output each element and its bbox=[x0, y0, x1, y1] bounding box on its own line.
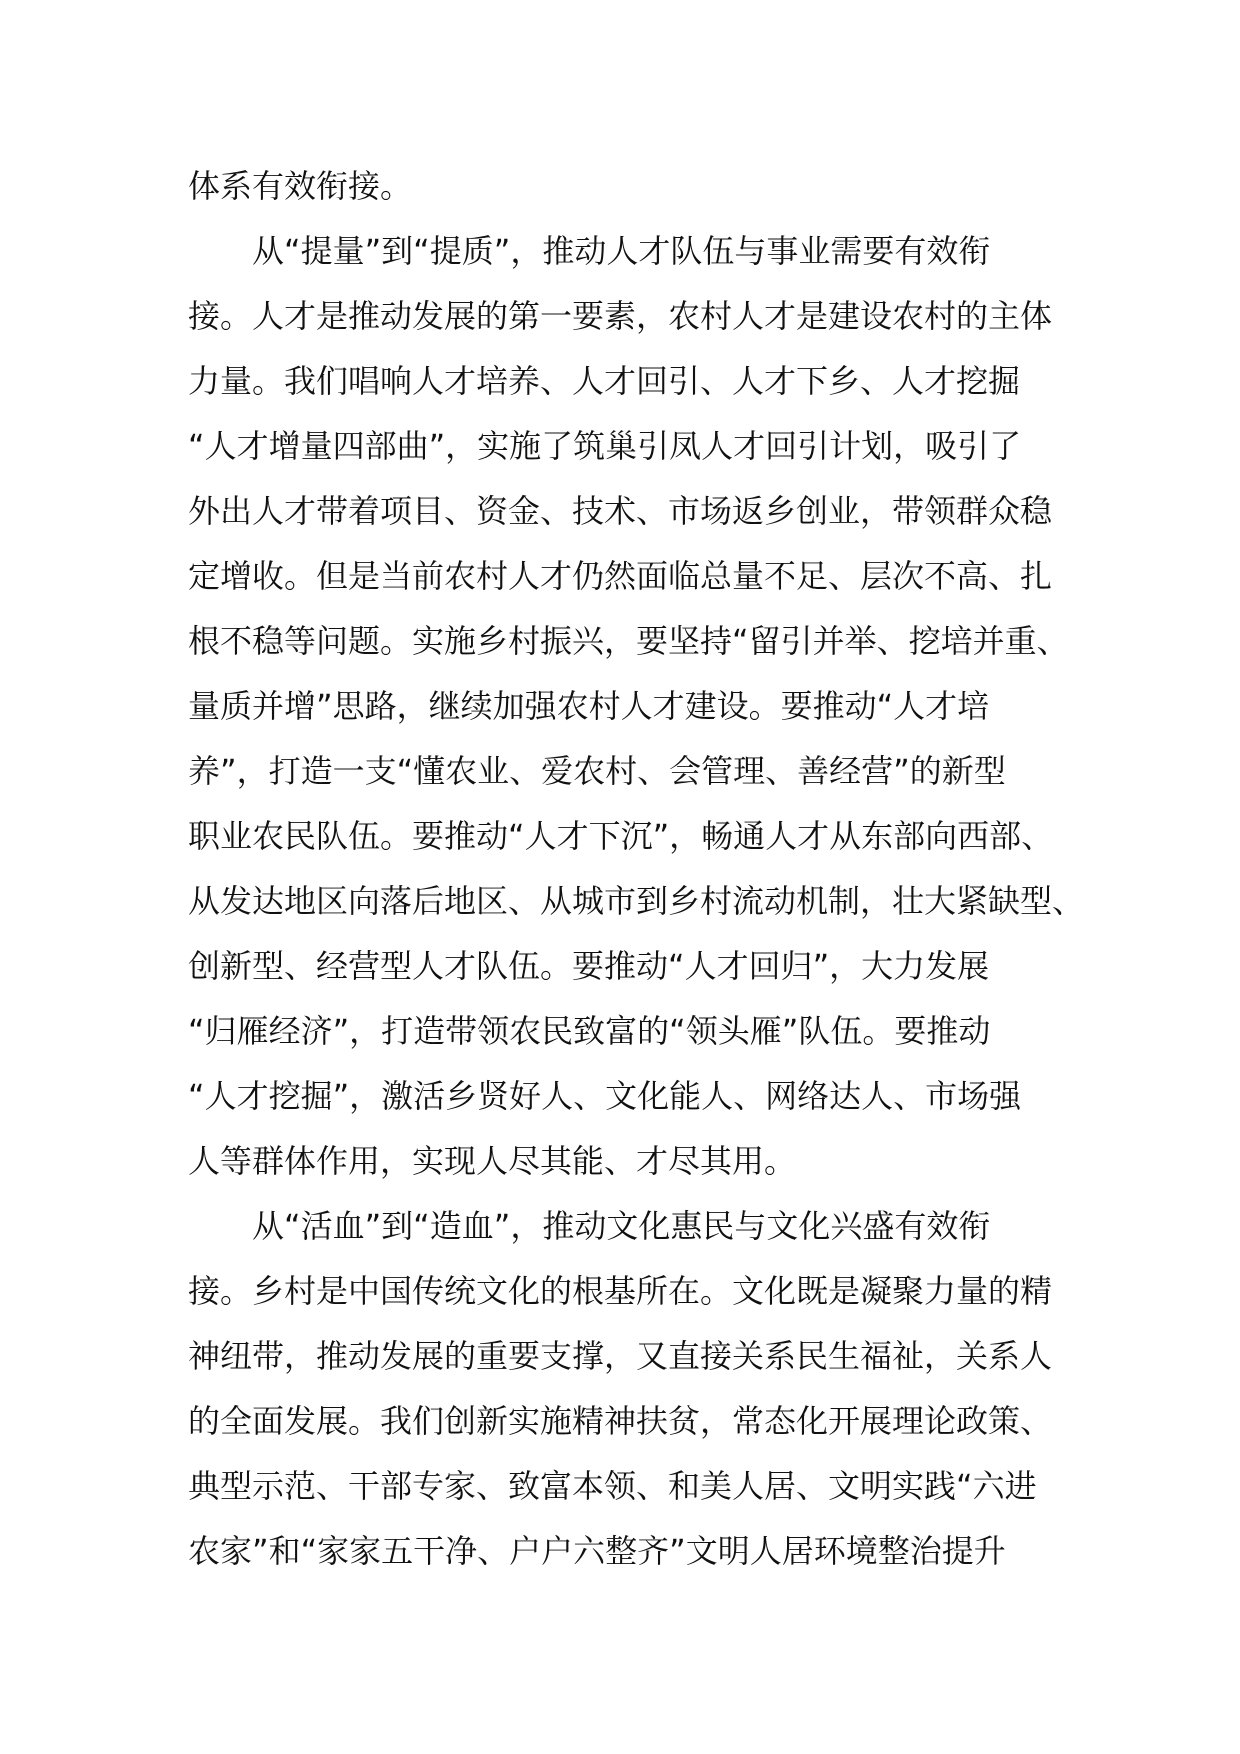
text-line: 典型示范、干部专家、致富本领、和美人居、文明实践“六进 bbox=[188, 1467, 1037, 1505]
text-line: 神纽带，推动发展的重要支撑，又直接关系民生福祉，关系人 bbox=[188, 1337, 1053, 1375]
text-line: “人才挖掘”，激活乡贤好人、文化能人、网络达人、市场强 bbox=[188, 1077, 1022, 1115]
text-line: 从“提量”到“提质”，推动人才队伍与事业需要有效衔 bbox=[252, 232, 991, 270]
text-line: 接。乡村是中国传统文化的根基所在。文化既是凝聚力量的精 bbox=[188, 1272, 1053, 1310]
text-line: 人等群体作用，实现人尽其能、才尽其用。 bbox=[188, 1142, 797, 1180]
text-line: 从发达地区向落后地区、从城市到乡村流动机制，壮大紧缺型、 bbox=[188, 882, 1085, 920]
text-line: 定增收。但是当前农村人才仍然面临总量不足、层次不高、扎 bbox=[188, 557, 1053, 595]
text-line: 的全面发展。我们创新实施精神扶贫，常态化开展理论政策、 bbox=[188, 1402, 1053, 1440]
text-line: 量质并增”思路，继续加强农村人才建设。要推动“人才培 bbox=[188, 687, 990, 725]
text-line: 养”，打造一支“懂农业、爱农村、会管理、善经营”的新型 bbox=[188, 752, 1006, 790]
text-line: 从“活血”到“造血”，推动文化惠民与文化兴盛有效衔 bbox=[252, 1207, 991, 1245]
text-line: 职业农民队伍。要推动“人才下沉”，畅通人才从东部向西部、 bbox=[188, 817, 1054, 855]
document-body bbox=[188, 166, 1085, 1596]
text-line: 根不稳等问题。实施乡村振兴，要坚持“留引并举、挖培并重、 bbox=[188, 622, 1069, 660]
text-line: “归雁经济”，打造带领农民致富的“领头雁”队伍。要推动 bbox=[188, 1012, 991, 1050]
text-line: 创新型、经营型人才队伍。要推动“人才回归”，大力发展 bbox=[188, 947, 990, 985]
text-line: 农家”和“家家五干净、户户六整齐”文明人居环境整治提升 bbox=[188, 1532, 1006, 1570]
text-line: “人才增量四部曲”，实施了筑巢引凤人才回引计划，吸引了 bbox=[188, 427, 1022, 465]
text-line: 体系有效衔接。 bbox=[188, 167, 413, 205]
text-line: 力量。我们唱响人才培养、人才回引、人才下乡、人才挖掘 bbox=[188, 362, 1021, 400]
text-line: 外出人才带着项目、资金、技术、市场返乡创业，带领群众稳 bbox=[188, 492, 1053, 530]
text-line: 接。人才是推动发展的第一要素，农村人才是建设农村的主体 bbox=[188, 297, 1053, 335]
